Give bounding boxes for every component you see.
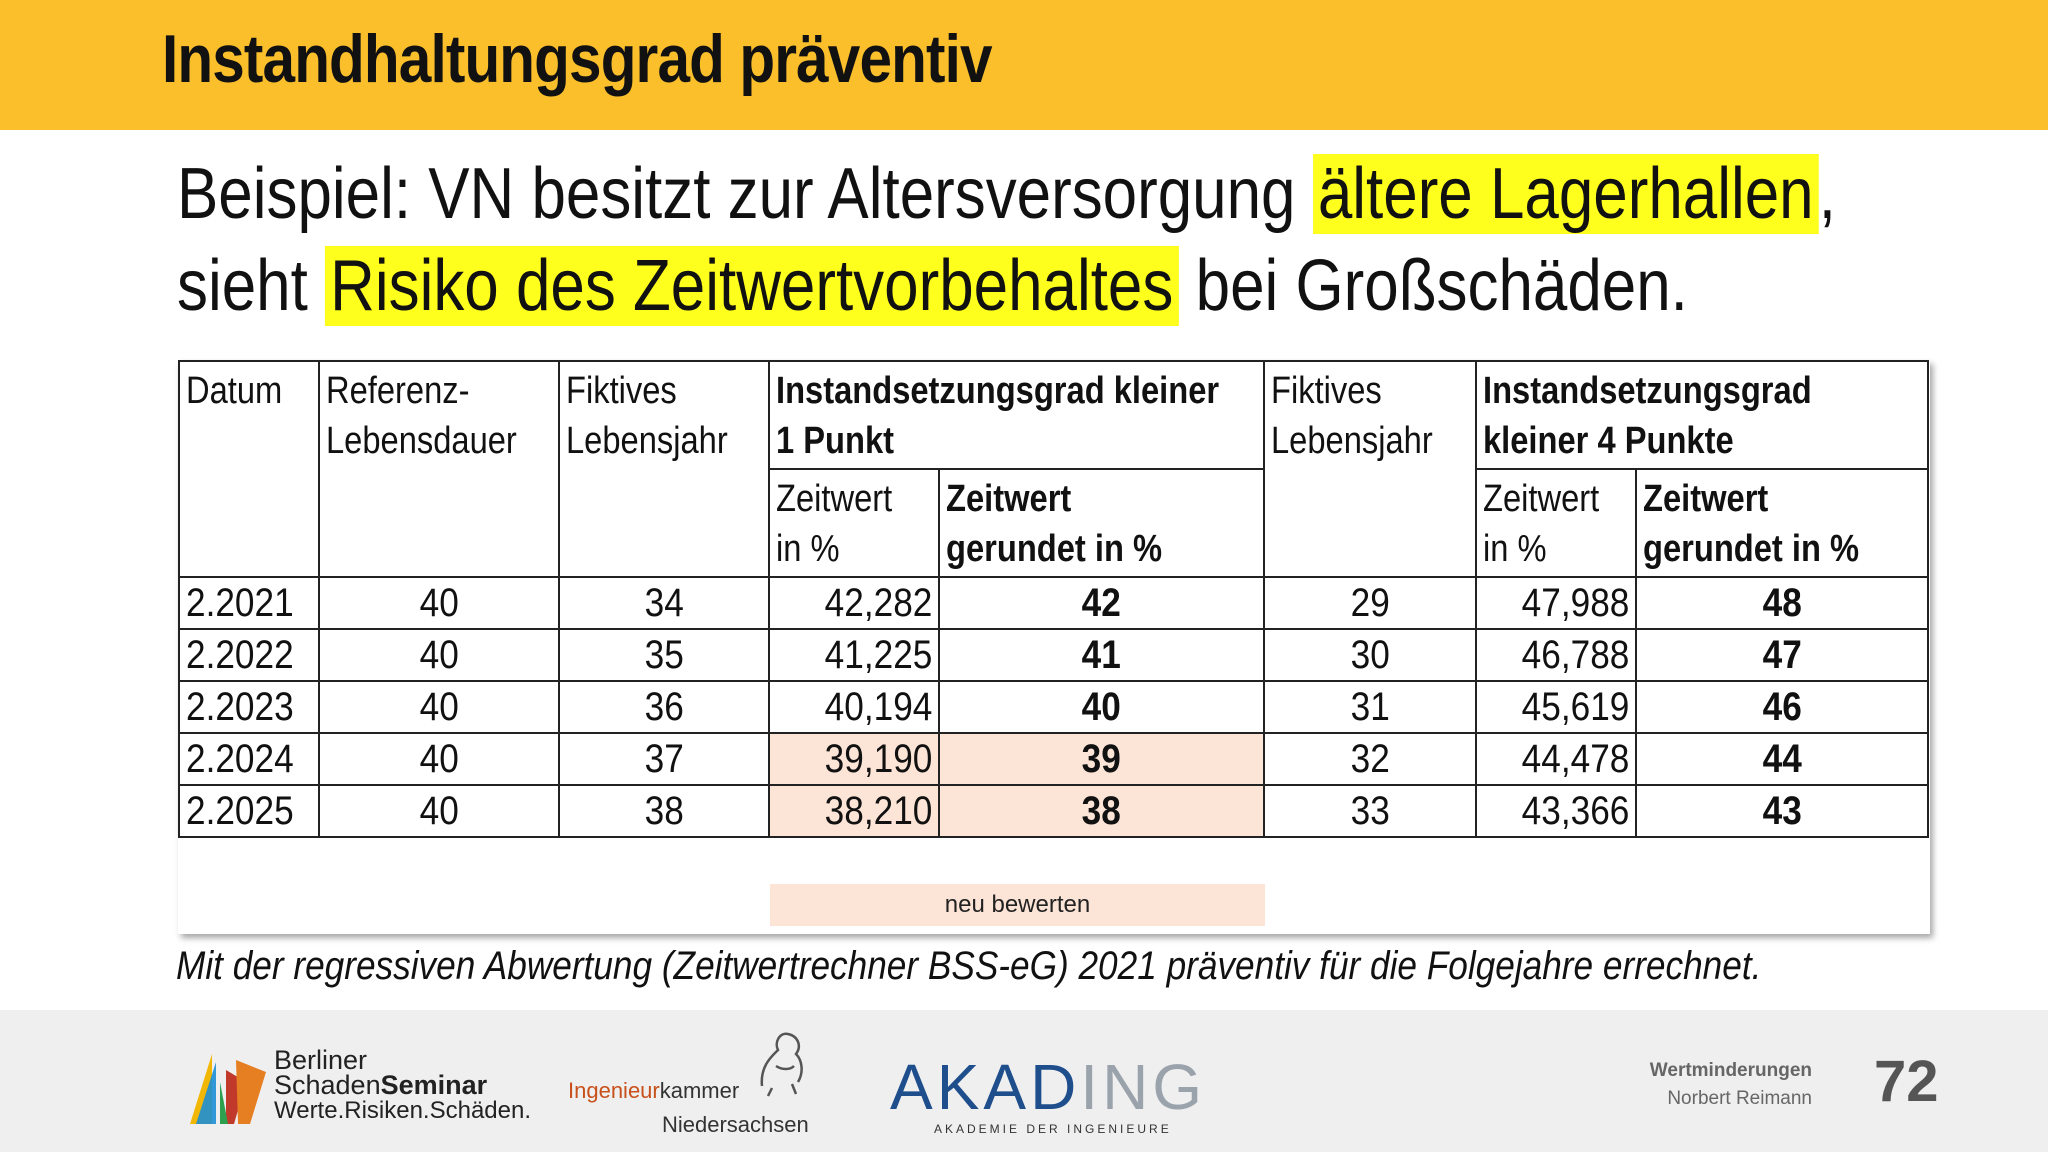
header-group-1-punkt: Instandsetzungsgrad kleiner 1 Punkt — [769, 361, 1264, 469]
intro-line-1 — [177, 148, 1836, 240]
header-zeitwert-gerundet-1: Zeitwert gerundet in % — [939, 469, 1264, 577]
horse-icon — [742, 1026, 812, 1098]
intro-part-2: , — [1818, 154, 1836, 234]
cell-referenz: 40 — [319, 577, 559, 629]
table-row — [179, 577, 1928, 629]
footer-info — [1600, 1060, 1812, 1110]
cell-zeitwert-gerundet-2: 44 — [1636, 733, 1928, 785]
header-zeitwert-1: Zeitwert in % — [769, 469, 939, 577]
header-fiktives-lebensjahr-2: Fiktives Lebensjahr — [1264, 361, 1476, 577]
akading-subtitle: AKADEMIE DER INGENIEURE — [934, 1122, 1172, 1136]
header-zeitwert-gerundet-2: Zeitwert gerundet in % — [1636, 469, 1928, 577]
cell-zeitwert-gerundet-1: 39 — [939, 733, 1264, 785]
cell-fiktiv-2: 32 — [1264, 733, 1476, 785]
berliner-schadenseminar-logo — [186, 1045, 532, 1138]
cell-fiktiv-2: 30 — [1264, 629, 1476, 681]
table-row — [179, 681, 1928, 733]
cell-zeitwert-gerundet-2: 48 — [1636, 577, 1928, 629]
cell-zeitwert-1: 42,282 — [769, 577, 939, 629]
cell-referenz: 40 — [319, 629, 559, 681]
header-zeitwert-2: Zeitwert in % — [1476, 469, 1636, 577]
cell-datum: 2.2021 — [179, 577, 319, 629]
cell-zeitwert-2: 45,619 — [1476, 681, 1636, 733]
cell-zeitwert-gerundet-1: 42 — [939, 577, 1264, 629]
cell-fiktiv-1: 38 — [559, 785, 769, 837]
cell-zeitwert-gerundet-2: 47 — [1636, 629, 1928, 681]
header-datum: Datum — [179, 361, 319, 577]
ik-region: Niedersachsen — [662, 1112, 809, 1137]
intro-part-4: bei Großschäden. — [1178, 246, 1688, 326]
cell-referenz: 40 — [319, 785, 559, 837]
cell-fiktiv-2: 33 — [1264, 785, 1476, 837]
header-fiktives-lebensjahr-1: Fiktives Lebensjahr — [559, 361, 769, 577]
cell-zeitwert-gerundet-1: 41 — [939, 629, 1264, 681]
footer-bar — [0, 1010, 2048, 1152]
cell-zeitwert-gerundet-2: 43 — [1636, 785, 1928, 837]
cell-zeitwert-2: 47,988 — [1476, 577, 1636, 629]
cell-fiktiv-1: 36 — [559, 681, 769, 733]
cell-zeitwert-gerundet-1: 40 — [939, 681, 1264, 733]
cell-zeitwert-1: 38,210 — [769, 785, 939, 837]
page-number: 72 — [1874, 1049, 1939, 1114]
cell-fiktiv-2: 31 — [1264, 681, 1476, 733]
cell-fiktiv-2: 29 — [1264, 577, 1476, 629]
cell-zeitwert-gerundet-1: 38 — [939, 785, 1264, 837]
cell-referenz: 40 — [319, 681, 559, 733]
header-referenz-lebensdauer: Referenz- Lebensdauer — [319, 361, 559, 577]
cell-zeitwert-1: 41,225 — [769, 629, 939, 681]
cell-referenz: 40 — [319, 733, 559, 785]
cell-zeitwert-2: 44,478 — [1476, 733, 1636, 785]
ik-wordmark: Ingenieurkammer — [568, 1078, 740, 1103]
footer-title: Wertminderungen — [1649, 1060, 1812, 1081]
highlight-lagerhallen: ältere Lagerhallen — [1313, 154, 1819, 234]
intro-text — [177, 148, 1836, 332]
footnote: Mit der regressiven Abwertung (Zeitwertrechner BSS-eG) 2021 präventiv für die Folgejahre errechnet. — [176, 944, 1762, 988]
header-group-4-punkte: Instandsetzungsgrad kleiner 4 Punkte — [1476, 361, 1928, 469]
intro-part-1: Beispiel: VN besitzt zur Altersversorgung — [177, 154, 1313, 234]
table-row — [179, 629, 1928, 681]
cell-zeitwert-2: 43,366 — [1476, 785, 1636, 837]
cell-datum: 2.2022 — [179, 629, 319, 681]
cell-zeitwert-1: 40,194 — [769, 681, 939, 733]
neu-bewerten-button[interactable]: neu bewerten — [770, 884, 1265, 926]
footer-author: Norbert Reimann — [1667, 1088, 1812, 1109]
cell-datum: 2.2024 — [179, 733, 319, 785]
bss-wordmark: Berliner SchadenSeminar Werte.Risiken.Schäden. — [274, 1045, 532, 1124]
spreadsheet-panel — [178, 360, 1930, 934]
cell-fiktiv-1: 35 — [559, 629, 769, 681]
cell-datum: 2.2023 — [179, 681, 319, 733]
page-title: Instandhaltungsgrad präventiv — [162, 21, 992, 97]
cell-zeitwert-gerundet-2: 46 — [1636, 681, 1928, 733]
table-row — [179, 785, 1928, 837]
sails-icon — [186, 1052, 270, 1132]
intro-line-2 — [177, 240, 1777, 332]
header-bar — [0, 0, 2048, 130]
akading-logo — [890, 1050, 1210, 1140]
intro-part-3: sieht — [177, 246, 326, 326]
table-row — [179, 733, 1928, 785]
akading-wordmark: AKADING — [890, 1051, 1207, 1123]
zeitwert-table — [178, 360, 1929, 838]
highlight-zeitwertvorbehalt: Risiko des Zeitwertvorbehaltes — [325, 246, 1178, 326]
cell-datum: 2.2025 — [179, 785, 319, 837]
cell-fiktiv-1: 34 — [559, 577, 769, 629]
cell-zeitwert-1: 39,190 — [769, 733, 939, 785]
cell-zeitwert-2: 46,788 — [1476, 629, 1636, 681]
cell-fiktiv-1: 37 — [559, 733, 769, 785]
ingenieurkammer-logo — [566, 1026, 826, 1136]
